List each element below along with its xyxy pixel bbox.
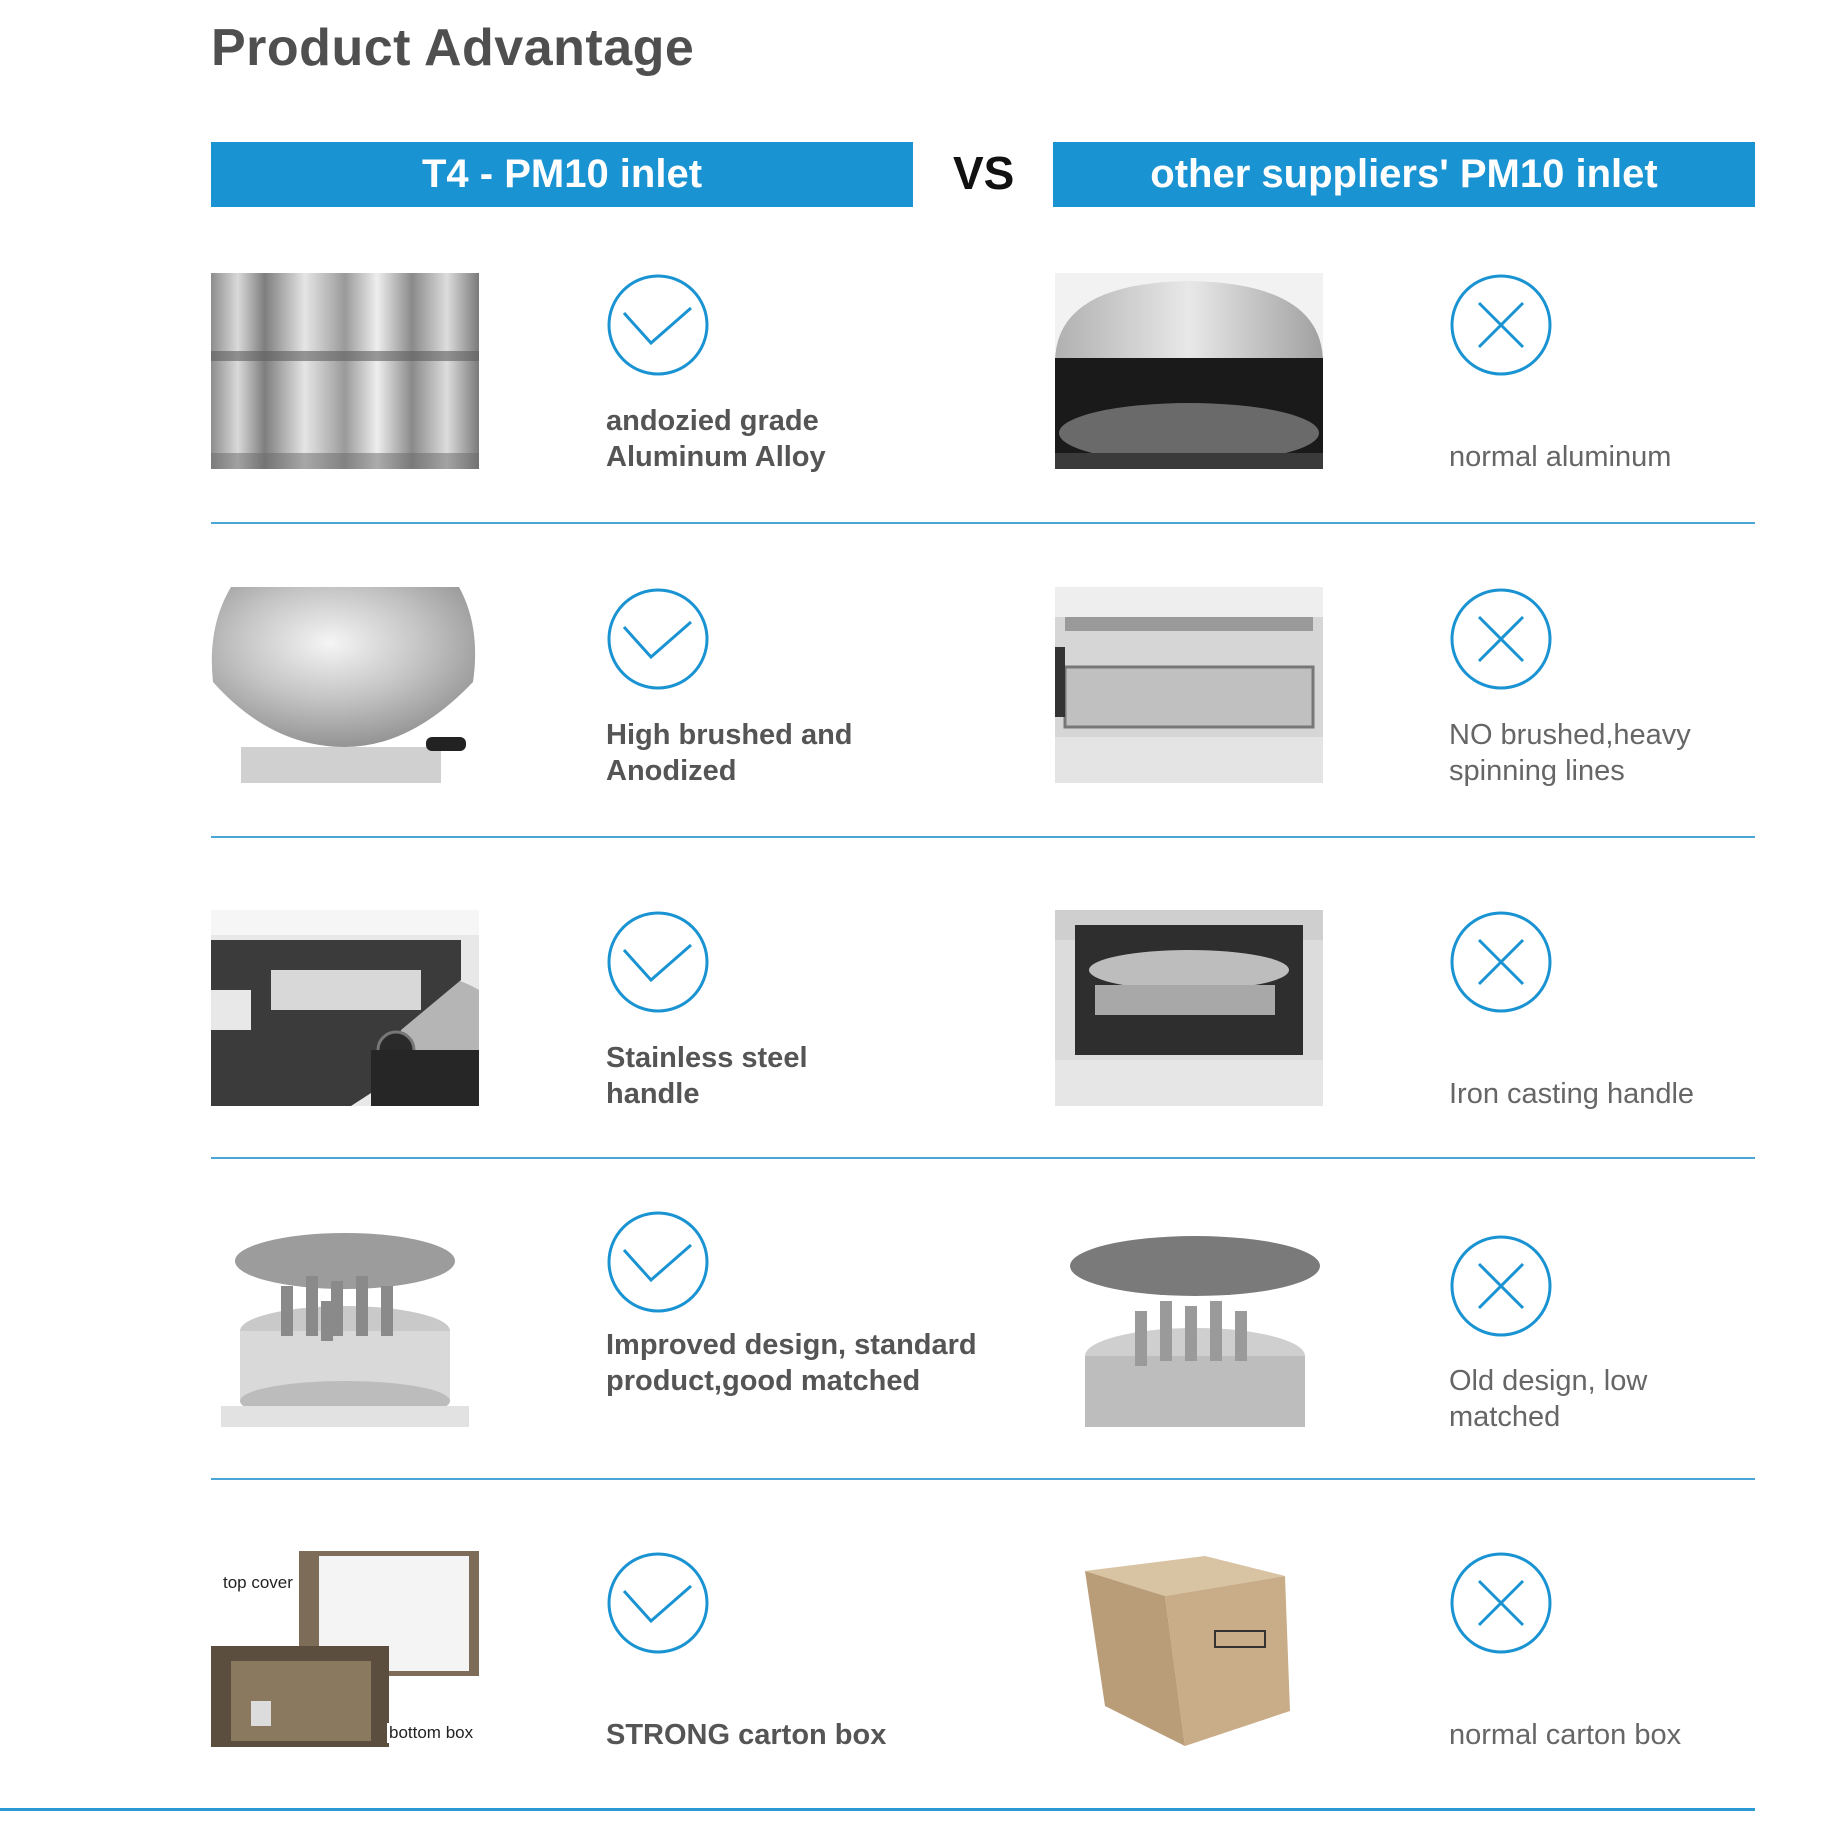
bad-line-2: Iron casting handle bbox=[1449, 1078, 1695, 1110]
bad-line-1 bbox=[1449, 1040, 1840, 1076]
check-circle-icon bbox=[606, 587, 710, 691]
check-circle-icon bbox=[606, 1210, 710, 1314]
row-divider bbox=[211, 522, 1755, 524]
bottom-divider bbox=[0, 1808, 1755, 1811]
good-line-2: STRONG carton box bbox=[606, 1719, 887, 1751]
good-line-2: Aluminum Alloy bbox=[606, 441, 826, 473]
photo-strong-carton bbox=[211, 1551, 479, 1747]
good-line-1: Stainless steel bbox=[606, 1042, 808, 1074]
x-circle-icon bbox=[1449, 1551, 1553, 1655]
photo-spinning-lines bbox=[1055, 587, 1323, 783]
header-t4-pm10-inlet: T4 - PM10 inlet bbox=[211, 142, 913, 207]
photo-iron-handle bbox=[1055, 910, 1323, 1106]
good-line-2: product,good matched bbox=[606, 1365, 921, 1397]
photo-old-design bbox=[1055, 1231, 1323, 1427]
photo-anodized-aluminum bbox=[211, 273, 479, 469]
good-line-2: handle bbox=[606, 1078, 700, 1110]
x-circle-icon bbox=[1449, 910, 1553, 1014]
bottom-box-label: bottom box bbox=[389, 1723, 474, 1742]
check-circle-icon bbox=[606, 273, 710, 377]
bad-line-1: Old design, low bbox=[1449, 1365, 1648, 1397]
photo-normal-aluminum bbox=[1055, 273, 1323, 469]
check-circle-icon bbox=[606, 1551, 710, 1655]
good-line-2: Anodized bbox=[606, 755, 737, 787]
check-circle-icon bbox=[606, 910, 710, 1014]
bad-line-2: normal carton box bbox=[1449, 1719, 1682, 1751]
good-description bbox=[606, 1681, 1026, 1753]
bad-description bbox=[1449, 717, 1840, 789]
good-line-1: andozied grade bbox=[606, 405, 819, 437]
header-other-suppliers: other suppliers' PM10 inlet bbox=[1053, 142, 1755, 207]
x-circle-icon bbox=[1449, 273, 1553, 377]
good-description bbox=[606, 717, 1026, 789]
bad-line-1: NO brushed,heavy bbox=[1449, 719, 1691, 751]
bad-line-2: normal aluminum bbox=[1449, 441, 1672, 473]
photo-improved-design bbox=[211, 1231, 479, 1427]
good-description bbox=[606, 1327, 1026, 1399]
good-description bbox=[606, 403, 1026, 475]
row-divider bbox=[211, 836, 1755, 838]
good-line-1 bbox=[606, 1681, 1026, 1717]
page-title: Product Advantage bbox=[211, 19, 695, 77]
x-circle-icon bbox=[1449, 1234, 1553, 1338]
bad-line-2: spinning lines bbox=[1449, 755, 1625, 787]
bad-line-1 bbox=[1449, 1681, 1840, 1717]
vs-label: VS bbox=[953, 147, 1015, 199]
row-divider bbox=[211, 1478, 1755, 1480]
good-description bbox=[606, 1040, 1026, 1112]
bad-line-2: matched bbox=[1449, 1401, 1561, 1433]
good-line-1: High brushed and bbox=[606, 719, 853, 751]
row-divider bbox=[211, 1157, 1755, 1159]
bad-line-1 bbox=[1449, 403, 1840, 439]
photo-stainless-handle bbox=[211, 910, 479, 1106]
top-cover-label: top cover bbox=[223, 1573, 293, 1592]
photo-brushed-cover bbox=[211, 587, 479, 783]
bad-description bbox=[1449, 1363, 1840, 1435]
good-line-1: Improved design, standard bbox=[606, 1329, 977, 1361]
x-circle-icon bbox=[1449, 587, 1553, 691]
bad-description bbox=[1449, 1040, 1840, 1112]
bad-description bbox=[1449, 403, 1840, 475]
bad-description bbox=[1449, 1681, 1840, 1753]
photo-normal-carton bbox=[1055, 1551, 1323, 1747]
